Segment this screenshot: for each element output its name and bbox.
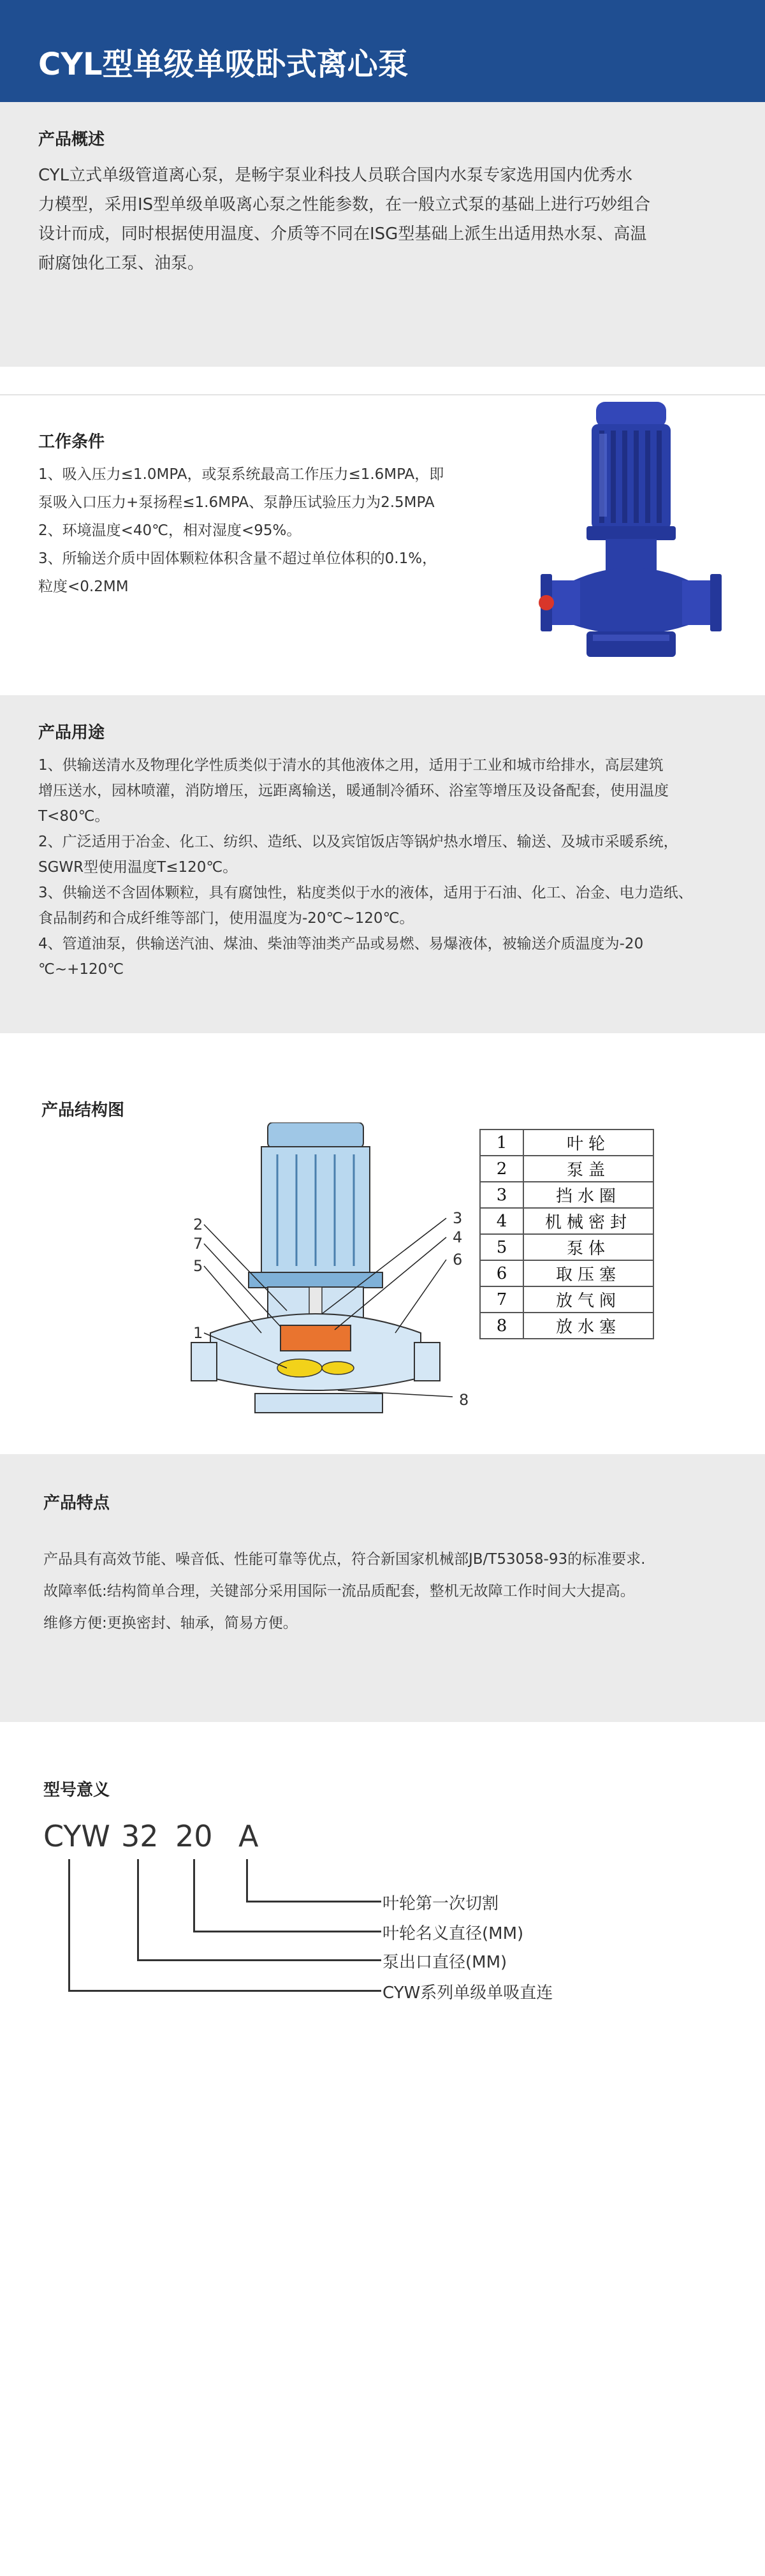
usage-heading: 产品用途 [38, 723, 105, 742]
conditions-section [0, 395, 765, 695]
callout-number: 2 [193, 1216, 203, 1233]
model-code-impeller: 20 [175, 1819, 213, 1853]
usage-text [38, 753, 693, 982]
part-number: 5 [480, 1234, 523, 1260]
model-section [0, 1722, 765, 2105]
part-number: 4 [480, 1208, 523, 1234]
usage-line: 增压送水，园林喷灌，消防增压，远距离输送，暖通制冷循环、浴室等增压及设备配套，使用温度 [38, 783, 669, 799]
callout-number: 5 [193, 1257, 203, 1275]
part-name: 取压塞 [523, 1260, 653, 1286]
part-name: 挡水圈 [523, 1182, 653, 1208]
conditions-line: 3、所输送介质中固体颗粒体积含量不超过单位体积的0.1%， [38, 550, 437, 567]
usage-line: 2、广泛适用于冶金、化工、纺织、造纸、以及宾馆饭店等锅炉热水增压、输送、及城市采暖系统， [38, 834, 678, 850]
usage-line: ℃~+120℃ [38, 961, 124, 978]
usage-line: 1、供输送清水及物理化学性质类似于清水的其他液体之用，适用于工业和城市给排水，高层建筑 [38, 757, 664, 774]
leader-line [137, 1859, 139, 1961]
callout-number: 4 [453, 1228, 463, 1246]
conditions-line: 粒度<0.2MM [38, 578, 129, 595]
parts-table [479, 1129, 654, 1339]
conditions-line: 泵吸入口压力+泵扬程≤1.6MPA、泵静压试验压力为2.5MPA [38, 494, 435, 511]
overview-text [38, 161, 650, 278]
leader-line [246, 1901, 381, 1903]
features-line: 产品具有高效节能、噪音低、性能可靠等优点，符合新国家机械部JB/T53058-93的标准要求. [43, 1551, 646, 1568]
overview-section [0, 102, 765, 367]
callout-number: 8 [459, 1391, 469, 1409]
part-number: 6 [480, 1260, 523, 1286]
table-row [480, 1286, 653, 1313]
callout-number: 6 [453, 1251, 463, 1269]
model-heading: 型号意义 [43, 1781, 110, 1800]
table-row [480, 1313, 653, 1339]
usage-line: 3、供输送不含固体颗粒，具有腐蚀性，粘度类似于水的液体，适用于石油、化工、冶金、电力造纸、 [38, 885, 693, 901]
part-number: 7 [480, 1286, 523, 1313]
leader-line [193, 1931, 381, 1932]
part-name: 泵体 [523, 1234, 653, 1260]
part-name: 放气阀 [523, 1286, 653, 1313]
table-row [480, 1260, 653, 1286]
structure-diagram [185, 1122, 465, 1422]
model-label-cut: 叶轮第一次切割 [382, 1894, 499, 1913]
features-line: 故障率低:结构简单合理，关键部分采用国际一流品质配套，整机无故障工作时间大大提高。 [43, 1583, 635, 1600]
model-code-inlet: 32 [121, 1819, 159, 1853]
usage-line: SGWR型使用温度T≤120℃。 [38, 859, 238, 876]
part-name: 叶轮 [523, 1130, 653, 1156]
model-label-series: CYW系列单级单吸直连 [382, 1984, 553, 2003]
part-number: 3 [480, 1182, 523, 1208]
page-header [0, 0, 765, 102]
features-line: 维修方便:更换密封、轴承，简易方便。 [43, 1615, 298, 1631]
part-number: 1 [480, 1130, 523, 1156]
callout-number: 1 [193, 1324, 203, 1342]
part-number: 2 [480, 1156, 523, 1182]
usage-section [0, 695, 765, 1033]
model-label-impeller: 叶轮名义直径(MM) [382, 1924, 524, 1943]
table-row [480, 1208, 653, 1234]
overview-line: 力模型，采用IS型单级单吸离心泵之性能参数，在一般立式泵的基础上进行巧妙组合 [38, 195, 651, 214]
table-row [480, 1234, 653, 1260]
leader-line [246, 1859, 248, 1903]
overview-line: 耐腐蚀化工泵、油泵。 [38, 254, 205, 273]
part-number: 8 [480, 1313, 523, 1339]
model-code-cut: A [238, 1819, 259, 1853]
page-title: CYL型单级单吸卧式离心泵 [38, 47, 409, 82]
model-code-series: CYW [43, 1819, 110, 1853]
callout-number: 7 [193, 1235, 203, 1253]
part-name: 放水塞 [523, 1313, 653, 1339]
features-text [43, 1543, 645, 1639]
overview-line: CYL立式单级管道离心泵，是畅宇泵业科技人员联合国内水泵专家选用国内优秀水 [38, 166, 633, 185]
features-heading: 产品特点 [43, 1494, 110, 1513]
table-row [480, 1130, 653, 1156]
overview-line: 设计而成，同时根据使用温度、介质等不同在ISG型基础上派生出适用热水泵、高温 [38, 224, 647, 244]
leader-line [68, 1990, 381, 1992]
features-section [0, 1454, 765, 1722]
conditions-heading: 工作条件 [38, 432, 105, 452]
usage-line: 食品制药和合成纤维等部门，使用温度为-20℃~120℃。 [38, 910, 414, 927]
leader-line [193, 1859, 195, 1932]
leader-line [68, 1859, 70, 1992]
callout-number: 3 [453, 1209, 463, 1227]
structure-heading: 产品结构图 [41, 1101, 125, 1120]
table-row [480, 1156, 653, 1182]
pump-product-image [536, 395, 746, 670]
part-name: 机械密封 [523, 1208, 653, 1234]
part-name: 泵盖 [523, 1156, 653, 1182]
overview-heading: 产品概述 [38, 130, 105, 149]
usage-line: 4、管道油泵，供输送汽油、煤油、柴油等油类产品或易燃、易爆液体，被输送介质温度为-20 [38, 936, 644, 952]
conditions-line: 2、环境温度<40℃，相对湿度<95%。 [38, 522, 302, 539]
usage-line: T<80℃。 [38, 808, 110, 825]
model-label-inlet: 泵出口直径(MM) [382, 1953, 507, 1972]
table-row [480, 1182, 653, 1208]
conditions-text [38, 460, 444, 601]
structure-section [0, 1033, 765, 1454]
leader-line [137, 1959, 381, 1961]
conditions-line: 1、吸入压力≤1.0MPA，或泵系统最高工作压力≤1.6MPA，即 [38, 466, 444, 483]
